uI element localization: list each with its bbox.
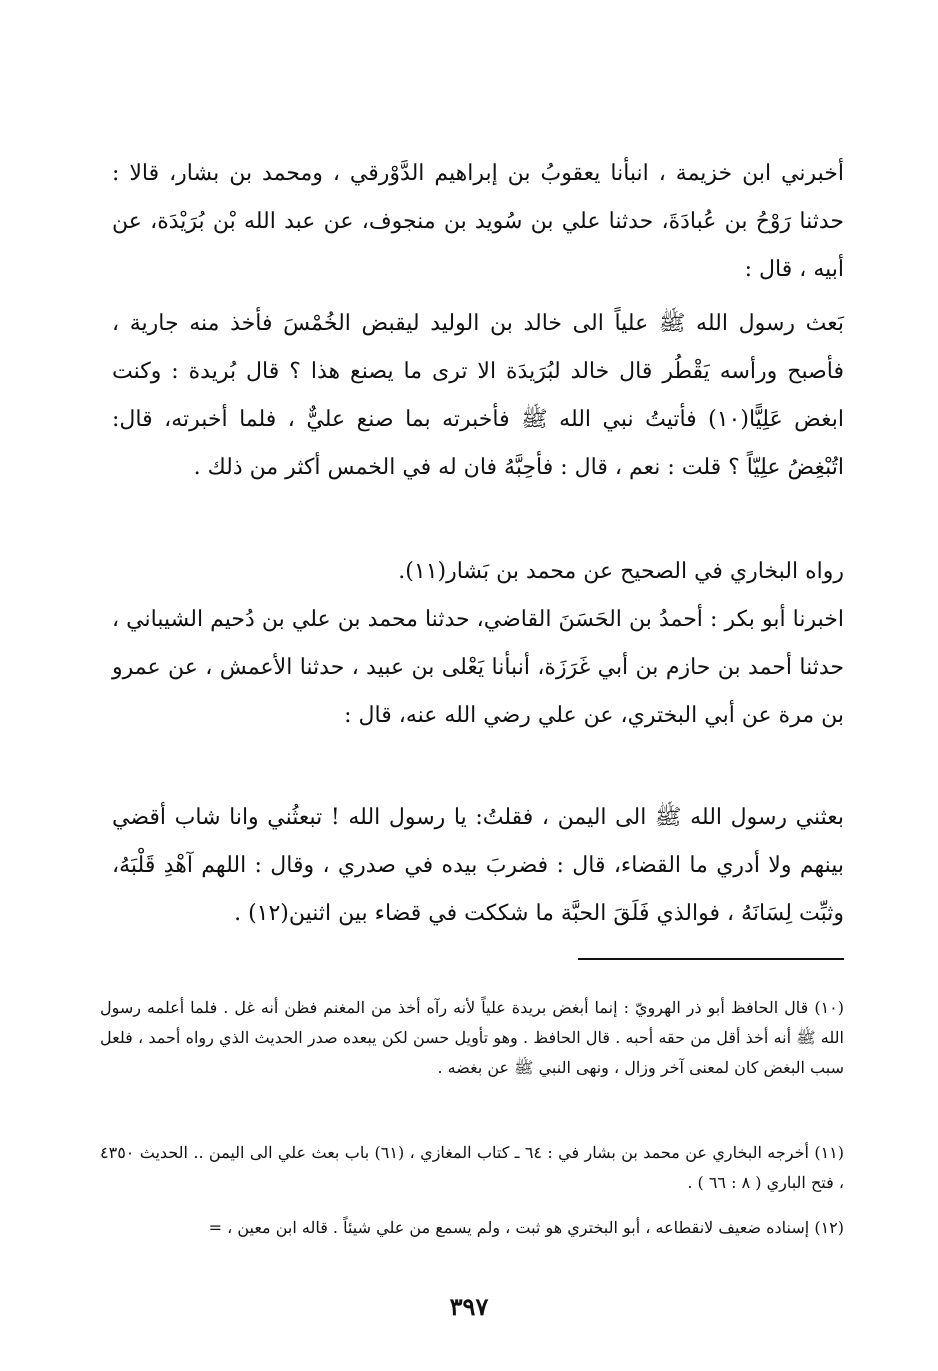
paragraph-text: بعثني رسول الله ﷺ الى اليمن ، فقلتُ: يا رسول الله ! تبعثُني وانا شاب أقضي بينهم ولا أدري ما القضاء، قال : فضربَ بيده في صدري ، وقال : اللهم آهْدِ قَلْبَهُ، وثبِّت لِسَانَهُ ، فوالذي فَلَقَ الحبَّة ما شككت في قضاء بين اثنين(١٢) . [112,805,844,926]
page-number: ٣٩٧ [449,1292,489,1321]
hadith-isnad-paragraph-2 [112,596,844,740]
footnote-text: (١٠) قال الحافظ أبو ذر الهرويّ : إنما أبغض بريدة علياً لأنه رآه أخذ من المغنم فظن أنه غل . فلما أعلمه رسول الله ﷺ أنه أخذ أقل من حقه أحبه . قال الحافظ . وهو تأويل حسن لكن يبعده صدر الحديث الذي رواه أحمد ، فلعل سبب البغض كان لمعنى آخر وزال ، ونهى النبي ﷺ عن بغضه . [100,998,844,1077]
source-citation-paragraph [112,548,844,596]
footnote-10 [100,993,844,1083]
paragraph-text: رواه البخاري في الصحيح عن محمد بن بَشار(١١). [398,559,844,584]
footnote-separator-rule [578,958,844,960]
hadith-isnad-paragraph-1 [112,150,844,294]
paragraph-text: بَعث رسول الله ﷺ علياً الى خالد بن الوليد ليقبض الخُمْسَ فأخذ منه جارية ، فأصبح ورأسه يَقْطُر قال خالد لبُرَيدَة الا ترى ما يصنع هذا ؟ قال بُريدة : وكنت ابغض عَلِيًّا(١٠) فأتيتُ نبي الله ﷺ فأخبرته بما صنع عليٌّ ، فلما أخبرته، قال: اتُبْغِضُ علِيّاً ؟ قلت : نعم ، قال : فأحِبَّهُ فان له في الخمس أكثر من ذلك . [112,311,844,480]
footnote-text: (١٢) إسناده ضعيف لانقطاعه ، أبو البختري هو ثبت ، ولم يسمع من علي شيئاً . قاله ابن معين ، = [208,1218,844,1237]
hadith-matn-paragraph-2 [112,794,844,938]
footnote-text: (١١) أخرجه البخاري عن محمد بن بشار في : ٦٤ ـ كتاب المغازي ، (٦١) باب بعث علي الى اليمن .. الحديث ٤٣٥٠ ، فتح الباري ( ٨ : ٦٦ ) . [100,1143,845,1192]
footnote-11 [100,1138,844,1198]
hadith-matn-paragraph-1 [112,300,844,492]
footnote-12 [100,1213,844,1243]
paragraph-text: أخبرني ابن خزيمة ، انبأنا يعقوبُ بن إبراهيم الدَّوْرقي ، ومحمد بن بشار، قالا : حدثنا رَوْحُ بن عُبادَةَ، حدثنا علي بن سُويد بن منجوف، عن عبد الله بْن بُرَيْدَة، عن أبيه ، قال : [112,161,844,282]
paragraph-text: اخبرنا أبو بكر : أحمدُ بن الحَسَنَ القاضي، حدثنا محمد بن علي بن دُحيم الشيباني ، حدثنا أحمد بن حازم بن أبي غَرَزَة، أنبأنا يَعْلى بن عبيد ، حدثنا الأعمش ، عن عمرو بن مرة عن أبي البختري، عن علي رضي الله عنه، قال : [112,607,844,728]
